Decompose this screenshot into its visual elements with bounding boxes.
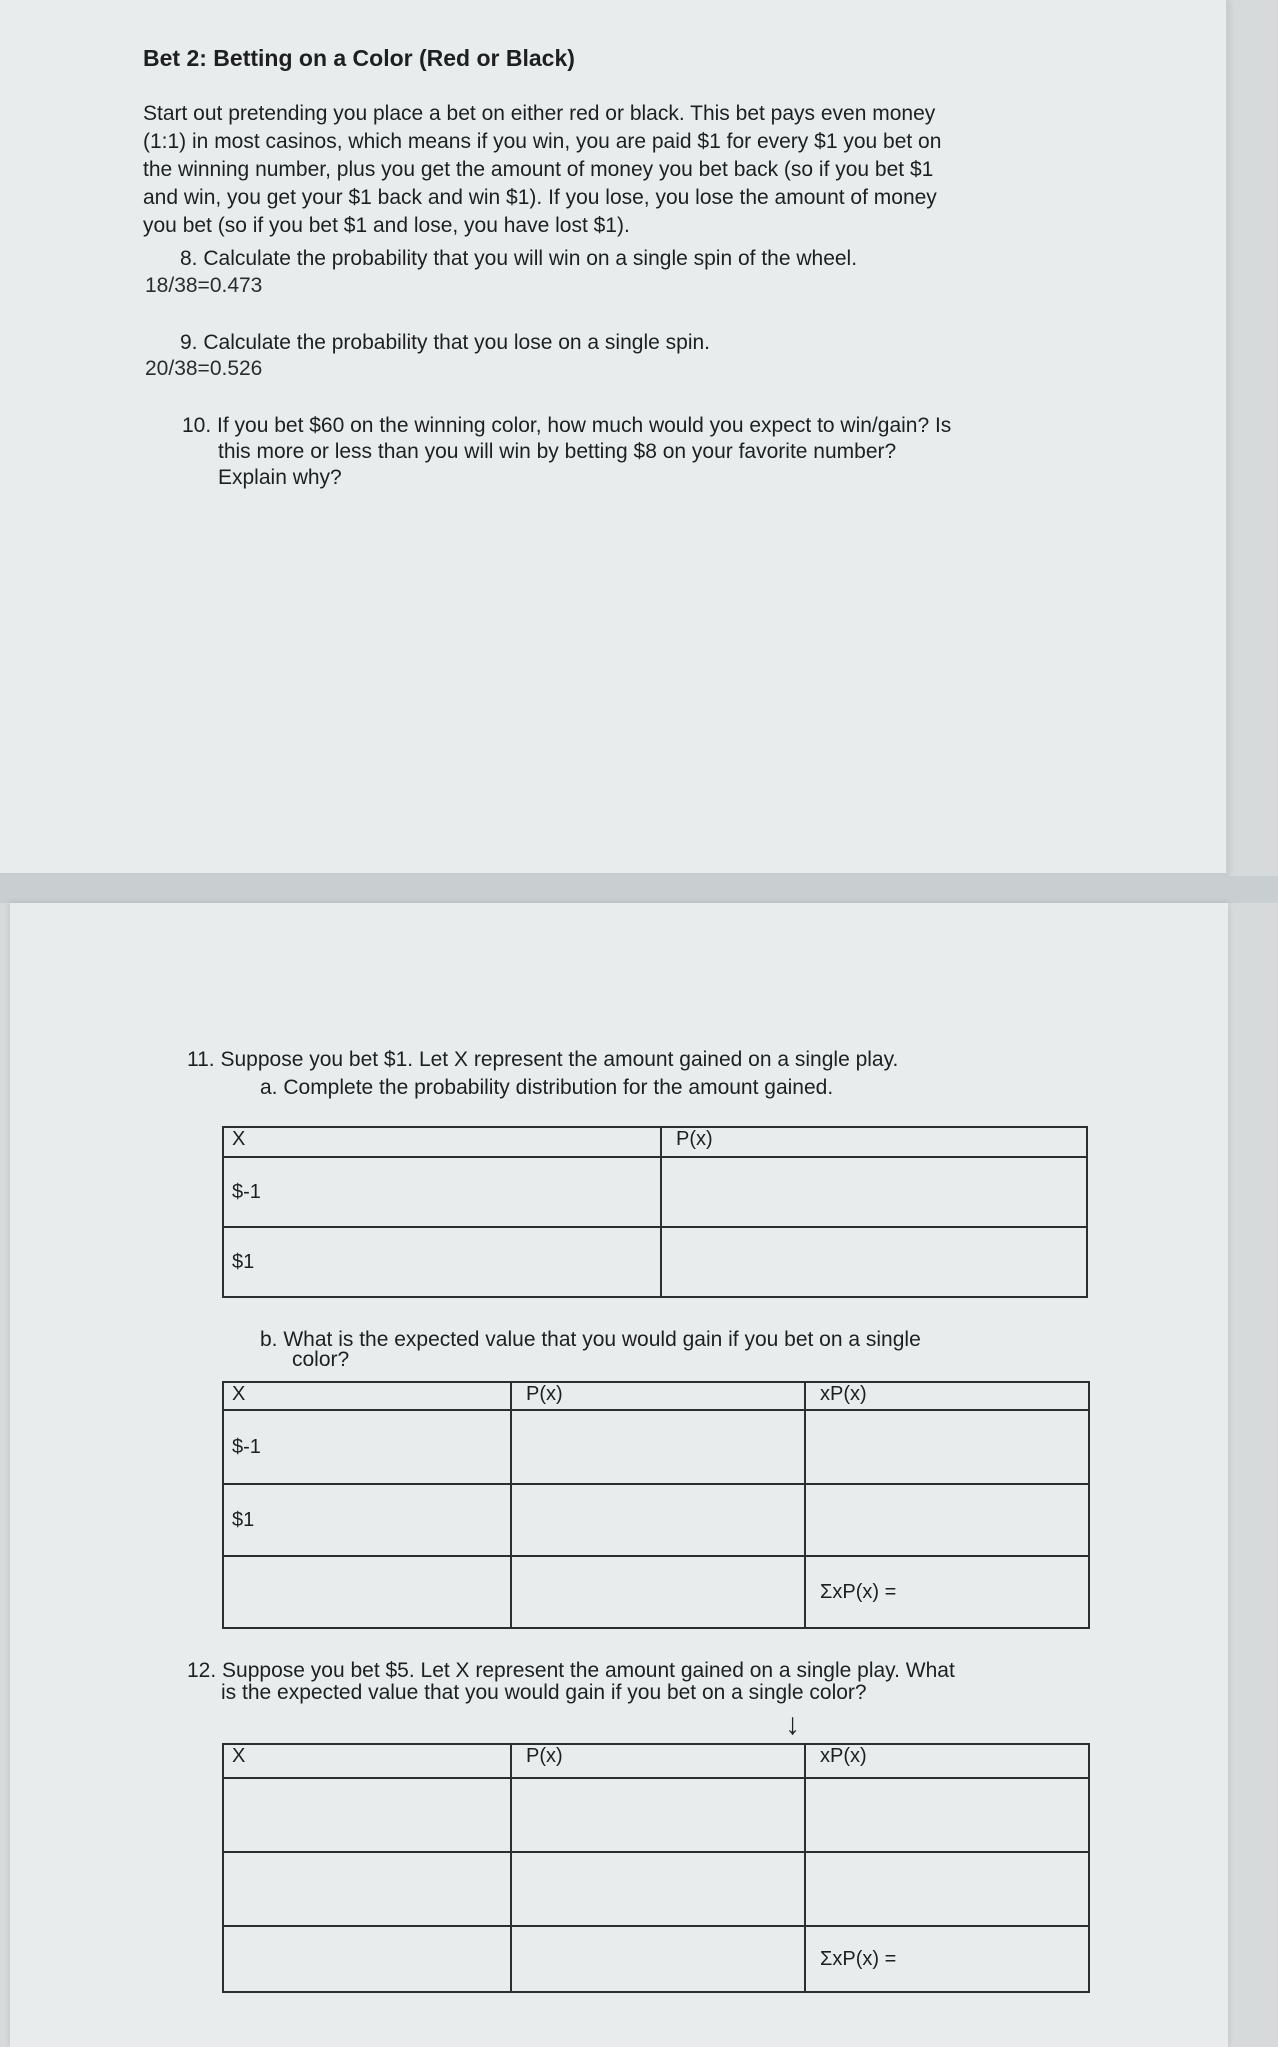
- question-10-line: Explain why?: [218, 466, 342, 489]
- table-b-header-xpx: xP(x): [805, 1382, 1089, 1410]
- table-12-input-cell[interactable]: [511, 1926, 805, 1992]
- intro-line: the winning number, plus you get the amount of money you bet back (so if you bet $1: [143, 158, 934, 181]
- table-a-cell: $-1: [223, 1157, 661, 1227]
- intro-paragraph: [143, 100, 1073, 240]
- intro-line: you bet (so if you bet $1 and lose, you have lost $1).: [143, 214, 630, 237]
- down-arrow-icon: ↓: [785, 1708, 800, 1741]
- table-12-input-cell[interactable]: [511, 1852, 805, 1926]
- question-12-line: is the expected value that you would gain if you bet on a single color?: [221, 1681, 867, 1704]
- intro-line: and win, you get your $1 back and win $1). If you lose, you lose the amount of money: [143, 186, 937, 209]
- table-a-input-cell[interactable]: [661, 1157, 1087, 1227]
- worksheet-page-1: [0, 0, 1229, 876]
- answer-8[interactable]: 18/38=0.473: [145, 274, 263, 297]
- table-a-input-cell[interactable]: [661, 1227, 1087, 1297]
- answer-9[interactable]: 20/38=0.526: [145, 357, 263, 380]
- table-b-input-cell[interactable]: [511, 1410, 805, 1484]
- table-12-header-px: P(x): [511, 1744, 805, 1778]
- question-12: [187, 1658, 955, 1706]
- table-b-header-px: P(x): [511, 1382, 805, 1410]
- question-11b-line: b. What is the expected value that you would gain if you bet on a single: [260, 1328, 921, 1351]
- question-10: [182, 413, 951, 491]
- table-b-cell[interactable]: [223, 1556, 511, 1628]
- question-11: 11. Suppose you bet $1. Let X represent the amount gained on a single play.: [187, 1048, 899, 1071]
- table-12-sum-label: ΣxP(x) =: [805, 1926, 1089, 1992]
- table-12-header-x: X: [223, 1744, 511, 1778]
- section-title: Bet 2: Betting on a Color (Red or Black): [143, 45, 575, 71]
- question-8: 8. Calculate the probability that you will win on a single spin of the wheel.: [180, 247, 858, 270]
- page-gap: [0, 876, 1278, 903]
- question-10-line: this more or less than you will win by betting $8 on your favorite number?: [218, 440, 897, 463]
- table-12-input-cell[interactable]: [223, 1778, 511, 1852]
- question-12-line: 12. Suppose you bet $5. Let X represent the amount gained on a single play. What: [187, 1659, 955, 1682]
- table-12-input-cell[interactable]: [805, 1778, 1089, 1852]
- expected-value-table-b: [222, 1381, 1090, 1629]
- question-10-line: 10. If you bet $60 on the winning color, how much would you expect to win/gain? Is: [182, 414, 952, 437]
- table-b-input-cell[interactable]: [805, 1410, 1089, 1484]
- table-b-input-cell[interactable]: [511, 1484, 805, 1556]
- table-a-header-px: P(x): [661, 1127, 1087, 1157]
- table-12-input-cell[interactable]: [223, 1852, 511, 1926]
- table-12-input-cell[interactable]: [511, 1778, 805, 1852]
- answer-10-area[interactable]: [180, 500, 1060, 830]
- table-12-input-cell[interactable]: [223, 1926, 511, 1992]
- table-b-header-x: X: [223, 1382, 511, 1410]
- expected-value-table-12: [222, 1743, 1090, 1993]
- table-12-input-cell[interactable]: [805, 1852, 1089, 1926]
- table-12-header-xpx: xP(x): [805, 1744, 1089, 1778]
- question-11b-line: color?: [292, 1348, 350, 1371]
- table-a-header-x: X: [223, 1127, 661, 1157]
- question-11a: a. Complete the probability distribution for the amount gained.: [260, 1076, 834, 1099]
- table-b-cell: $1: [223, 1484, 511, 1556]
- question-11b: [260, 1327, 921, 1373]
- table-a-cell: $1: [223, 1227, 661, 1297]
- distribution-table-a: [222, 1126, 1088, 1298]
- table-b-cell: $-1: [223, 1410, 511, 1484]
- table-b-input-cell[interactable]: [805, 1484, 1089, 1556]
- table-b-cell[interactable]: [511, 1556, 805, 1628]
- worksheet-page-2: [10, 903, 1228, 2047]
- question-9: 9. Calculate the probability that you lose on a single spin.: [180, 331, 710, 354]
- intro-line: Start out pretending you place a bet on either red or black. This bet pays even money: [143, 102, 936, 125]
- table-b-sum-label: ΣxP(x) =: [805, 1556, 1089, 1628]
- intro-line: (1:1) in most casinos, which means if you win, you are paid $1 for every $1 you bet on: [143, 130, 942, 153]
